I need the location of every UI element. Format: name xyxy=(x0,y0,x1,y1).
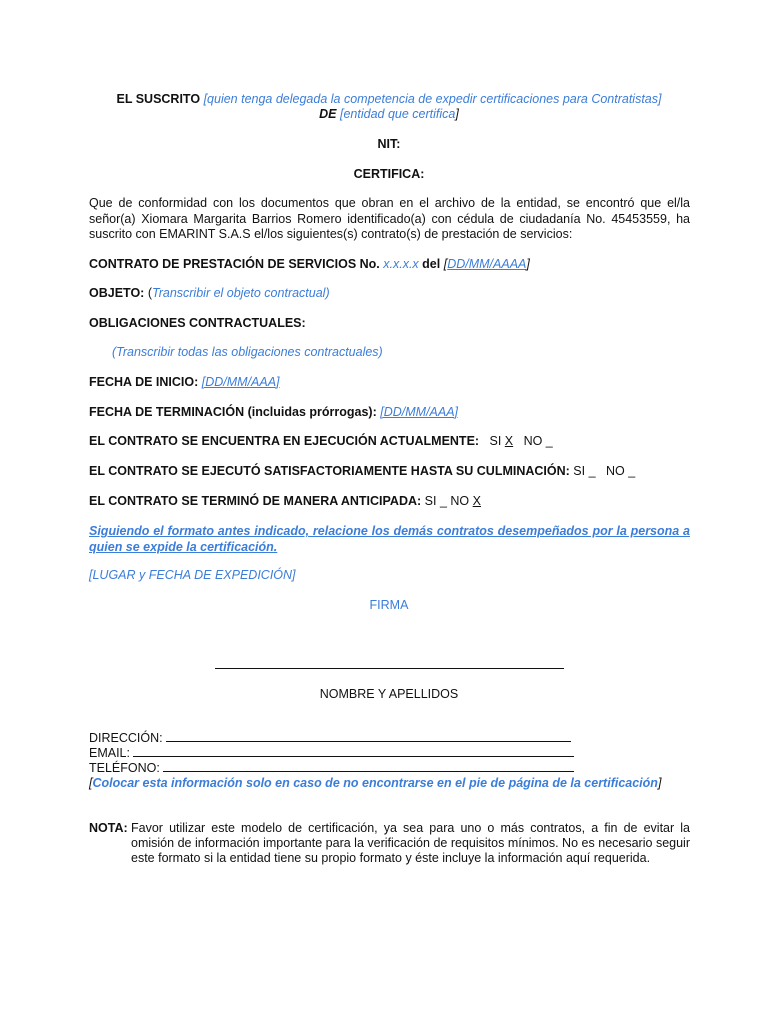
direccion-field-line xyxy=(166,731,571,742)
direccion-row xyxy=(89,731,689,745)
terminado-si-mark: _ xyxy=(439,494,447,508)
obligaciones-label: OBLIGACIONES CONTRACTUALES: xyxy=(89,316,306,330)
certifica-title: CERTIFICA: xyxy=(353,167,425,181)
objeto-value: Transcribir el objeto contractual) xyxy=(152,286,330,300)
contact-note-row xyxy=(89,776,689,790)
ejecucion-si-mark: X xyxy=(504,434,514,448)
suscrito-label: EL SUSCRITO xyxy=(116,92,201,106)
signature-line xyxy=(215,668,564,669)
contrato-date-open: [ xyxy=(443,257,448,271)
intro-paragraph: Que de conformidad con los documentos que obran en el archivo de la entidad, se encontró que el/la señor(a) Xiomara Margarita Barrios Romero identificado(a) con cédula de ciudadanía No. 45453559, ha suscrito con EMARINT S.A.S el/los siguientes(s) contrato(s) de prestación de servicios: xyxy=(89,196,690,241)
ejecucion-no-mark: _ xyxy=(545,434,553,448)
terminado-no-mark: X xyxy=(472,494,481,508)
de-note: [entidad que certifica xyxy=(340,107,456,121)
email-label: EMAIL: xyxy=(89,746,130,760)
nota-text: Favor utilizar este modelo de certificación, ya sea para uno o más contratos, a fin de evitar la omisión de información importante para la verificación de requisitos mínimos. No es necesario seguir este formato si la entidad tiene su propio formato y éste incluye la información aquí requerida. xyxy=(131,821,690,865)
direccion-label: DIRECCIÓN: xyxy=(89,731,163,745)
ejecutado-si: SI xyxy=(573,464,586,478)
terminado-si: SI xyxy=(424,494,437,508)
terminado-line xyxy=(89,494,689,508)
objeto-paren: ( xyxy=(147,286,152,300)
firma-label: FIRMA xyxy=(369,598,409,612)
contrato-label: CONTRATO DE PRESTACIÓN DE SERVICIOS No. xyxy=(89,257,380,271)
ejecucion-label: EL CONTRATO SE ENCUENTRA EN EJECUCIÓN ACTUALMENTE: xyxy=(89,434,480,448)
ejecutado-label: EL CONTRATO SE EJECUTÓ SATISFACTORIAMENTE HASTA SU CULMINACIÓN: xyxy=(89,464,570,478)
fecha-terminacion-line xyxy=(89,405,689,419)
telefono-row xyxy=(89,761,689,775)
fecha-inicio-value: [DD/MM/AAA] xyxy=(201,375,280,389)
header-de xyxy=(89,107,689,121)
nota-label: NOTA: xyxy=(89,821,128,835)
contact-note: Colocar esta información solo en caso de no encontrarse en el pie de página de la certificación xyxy=(92,776,658,790)
terminado-label: EL CONTRATO SE TERMINÓ DE MANERA ANTICIPADA: xyxy=(89,494,422,508)
fecha-terminacion-label: FECHA DE TERMINACIÓN xyxy=(89,405,245,419)
siguiendo-note: Siguiendo el formato antes indicado, relacione los demás contratos desempeñados por la persona a quien se expide la certificación. xyxy=(89,524,690,554)
fecha-terminacion-suffix: (incluidas prórrogas): xyxy=(247,405,377,419)
telefono-label: TELÉFONO: xyxy=(89,761,160,775)
terminado-no: NO xyxy=(450,494,470,508)
ejecucion-si: SI xyxy=(489,434,502,448)
contact-note-close: ] xyxy=(657,776,662,790)
contrato-line xyxy=(89,257,689,271)
lugar-fecha: [LUGAR y FECHA DE EXPEDICIÓN] xyxy=(89,568,296,582)
email-row xyxy=(89,746,689,760)
telefono-field-line xyxy=(163,761,574,772)
email-field-line xyxy=(133,746,574,757)
nit-label: NIT: xyxy=(377,137,401,151)
ejecucion-line xyxy=(89,434,689,448)
contrato-date-close: ] xyxy=(526,257,530,271)
ejecutado-line xyxy=(89,464,689,478)
de-label: DE xyxy=(319,107,337,121)
nombre-label: NOMBRE Y APELLIDOS xyxy=(319,687,459,701)
contrato-del: del xyxy=(422,257,441,271)
suscrito-note: [quien tenga delegada la competencia de expedir certificaciones para Contratistas] xyxy=(203,92,662,106)
fecha-inicio-line xyxy=(89,375,689,389)
nota-block xyxy=(89,821,690,866)
ejecutado-no-mark: _ xyxy=(628,464,636,478)
contrato-number: x.x.x.x xyxy=(383,257,419,271)
contact-note-open: [ xyxy=(89,776,93,790)
fecha-inicio-label: FECHA DE INICIO: xyxy=(89,375,199,389)
objeto-line xyxy=(89,286,689,300)
de-bracket: ] xyxy=(455,107,459,121)
ejecutado-no: NO xyxy=(605,464,625,478)
ejecutado-si-mark: _ xyxy=(588,464,596,478)
contrato-date: DD/MM/AAAA xyxy=(447,257,527,271)
header-suscrito xyxy=(89,92,689,106)
ejecucion-no: NO xyxy=(523,434,543,448)
obligaciones-value: (Transcribir todas las obligaciones contractuales) xyxy=(112,345,383,359)
objeto-label: OBJETO: xyxy=(89,286,145,300)
fecha-terminacion-value: [DD/MM/AAA] xyxy=(380,405,459,419)
